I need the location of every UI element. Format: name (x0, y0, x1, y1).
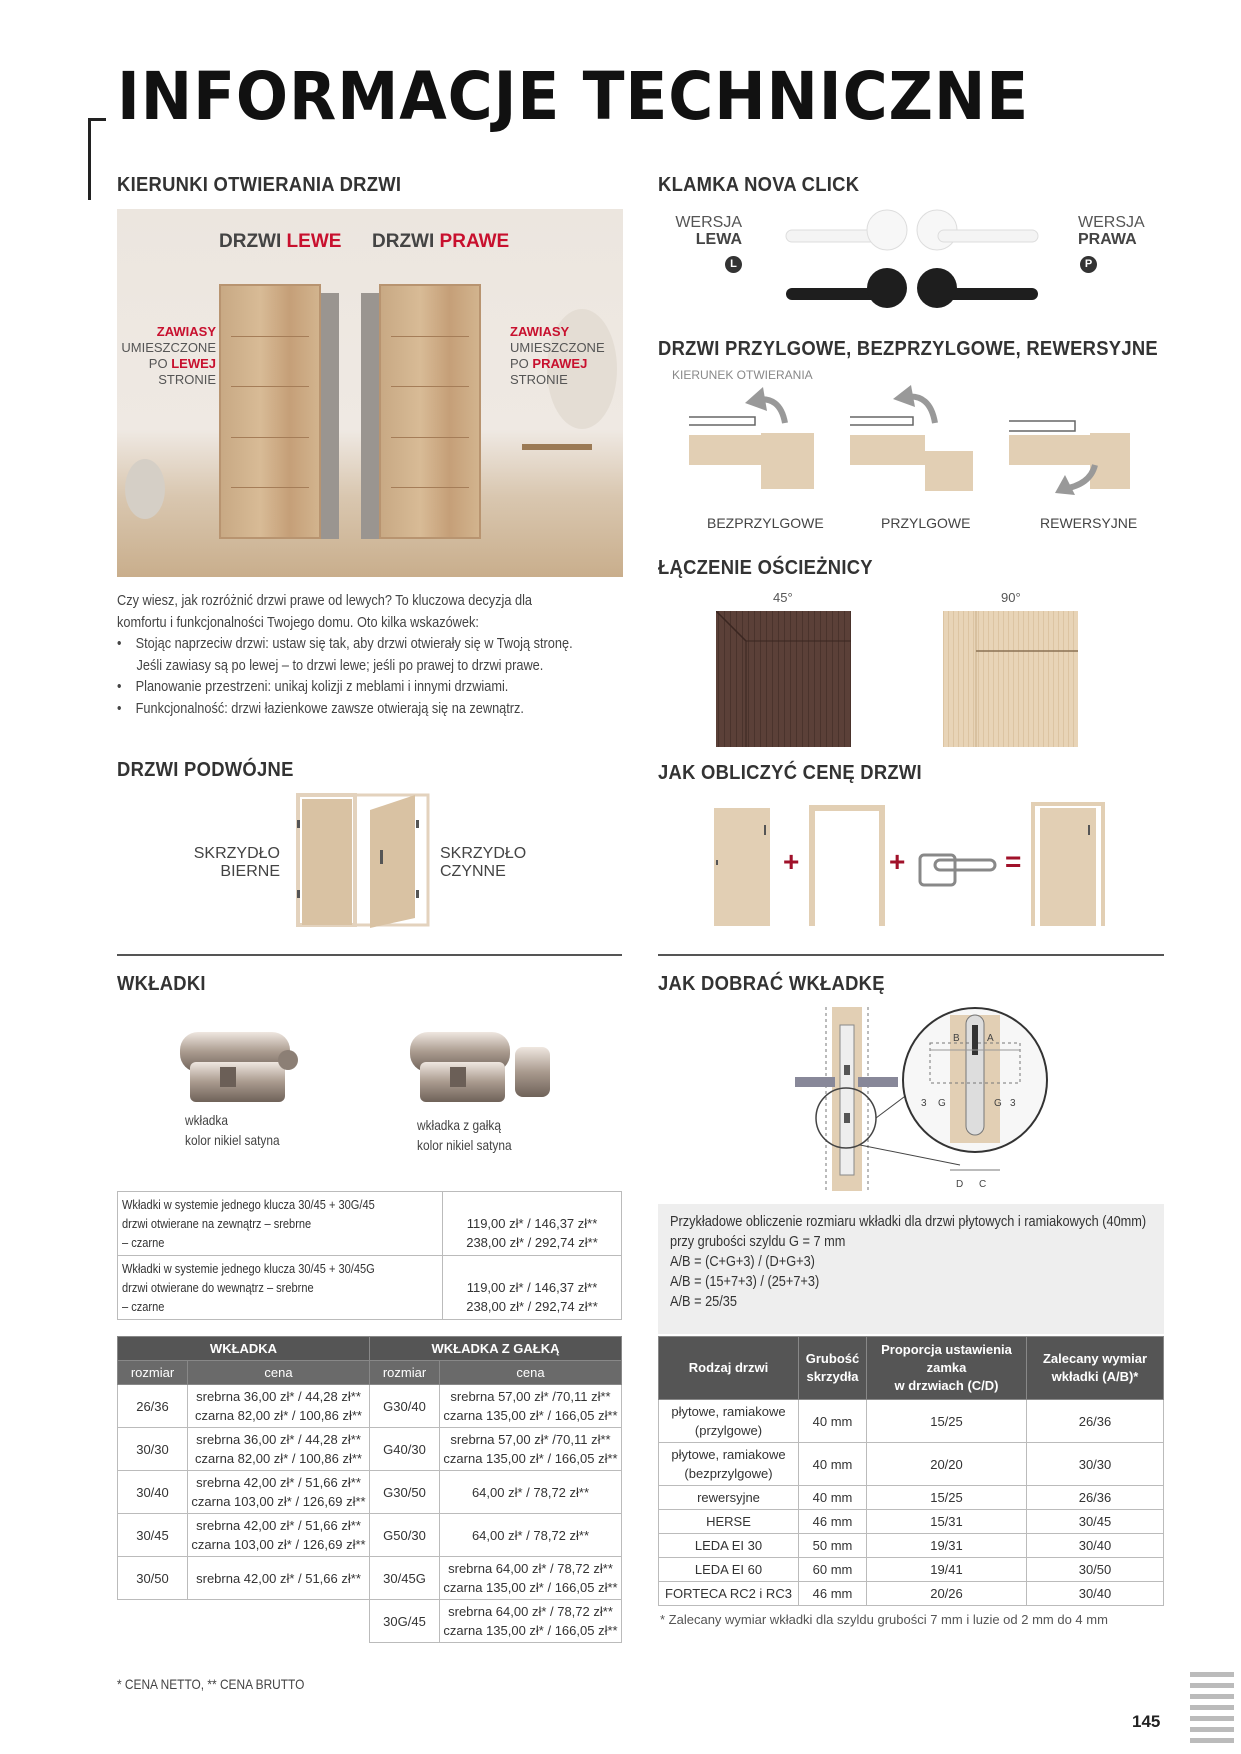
svg-text:G: G (994, 1098, 1002, 1109)
left-door-gap (321, 293, 339, 539)
angle-45-label: 45° (773, 590, 793, 605)
label-rewersyjne: REWERSYJNE (1040, 515, 1138, 531)
plus-sign-1: + (783, 846, 800, 877)
rebate-diagrams (685, 385, 1145, 495)
calc-line-5: A/B = 25/35 (670, 1293, 737, 1310)
insert-fit-diagram (790, 1005, 1050, 1195)
table-row: płytowe, ramiakowe (bezprzylgowe) 40 mm 20/20 30/30 (659, 1443, 1164, 1486)
bullet-1: • Stojąc naprzeciw drzwi: ustaw się tak, aby drzwi otwierały się w Twoją stronę. (117, 635, 573, 652)
calc-line-3: A/B = (C+G+3) / (D+G+3) (670, 1253, 815, 1270)
svg-text:G: G (938, 1098, 946, 1109)
double-heading: DRZWI PODWÓJNE (117, 759, 294, 781)
bullet-3: • Funkcjonalność: drzwi łazienkowe zawsze otwierają się na zewnątrz. (117, 699, 524, 717)
choose-heading: JAK DOBRAĆ WKŁADKĘ (658, 973, 885, 995)
title-corner-bracket (88, 118, 106, 200)
calc-line-1: Przykładowe obliczenie rozmiaru wkładki dla drzwi płytowych i ramiakowych (40mm) (670, 1213, 1147, 1230)
angle-90-label: 90° (1001, 590, 1021, 605)
svg-text:B: B (953, 1033, 960, 1044)
header-proportion: Proporcja ustawienia zamka w drzwiach (C/D) (867, 1337, 1027, 1400)
table-row: 30/45 srebrna 42,00 zł* / 51,66 zł** czarna 103,00 zł* / 126,69 zł** G50/30 64,00 zł* / 78,72 zł** (118, 1514, 622, 1557)
col-price-a: cena (188, 1361, 370, 1385)
header-recommended: Zalecany wymiar wkładki (A/B)* (1027, 1337, 1164, 1400)
opening-heading: KIERUNKI OTWIERANIA DRZWI (117, 174, 402, 196)
header-thickness: Grubość skrzydła (799, 1337, 867, 1400)
price-heading: JAK OBLICZYĆ CENĘ DRZWI (658, 762, 922, 784)
handle-right-label: WERSJA PRAWA (1078, 214, 1145, 248)
svg-text:A: A (987, 1033, 994, 1044)
group-a-header: WKŁADKA (118, 1337, 370, 1361)
plant-left (125, 459, 165, 519)
table-row: FORTECA RC2 i RC3 46 mm 20/26 30/40 (659, 1582, 1164, 1606)
door-frame-icon (812, 808, 882, 926)
col-price-b: cena (440, 1361, 622, 1385)
calc-line-4: A/B = (15+7+3) / (25+7+3) (670, 1273, 820, 1290)
price-equation-diagram (710, 800, 1110, 930)
svg-text:3: 3 (921, 1098, 927, 1109)
cylinder-insert-caption: wkładka kolor nikiel satyna (185, 1112, 280, 1148)
header-door-type: Rodzaj drzwi (659, 1337, 799, 1400)
calculation-box (658, 1204, 1164, 1334)
opening-text (117, 590, 653, 719)
svg-text:D: D (956, 1179, 964, 1190)
plus-sign-2: + (889, 846, 906, 877)
label-bezprzylgowe: BEZPRZYLGOWE (707, 515, 824, 531)
intro-line-2: komfortu i funkcjonalności Twojego domu. Oto kilka wskazówek: (117, 613, 479, 631)
handle-images (782, 204, 1042, 314)
handle-left-label: WERSJA LEWA (675, 214, 742, 248)
table-row: LEDA EI 60 60 mm 19/41 30/50 (659, 1558, 1164, 1582)
rewersyjne-diagram (1009, 421, 1130, 495)
group-b-header: WKŁADKA Z GAŁKĄ (370, 1337, 622, 1361)
left-door-label: DRZWI LEWE (219, 231, 342, 252)
label-przylgowe: PRZYLGOWE (881, 515, 971, 531)
table-row: rewersyjne 40 mm 15/25 26/36 (659, 1486, 1164, 1510)
double-door-diagram (290, 790, 430, 930)
svg-text:3: 3 (1010, 1098, 1016, 1109)
hinges-right-note: ZAWIASY UMIESZCZONE PO PRAWEJ STRONIE (510, 324, 605, 387)
bullet-2: • Planowanie przestrzeni: unikaj kolizji z meblami i innymi drzwiami. (117, 678, 509, 695)
right-door-label: DRZWI PRAWE (372, 231, 510, 252)
page-title: INFORMACJE TECHNICZNE (117, 58, 1030, 135)
table-row: 30/30 srebrna 36,00 zł* / 44,28 zł** czarna 82,00 zł* / 100,86 zł** G40/30 srebrna 57,00 zł* /70,11 zł** czarna 135,00 zł* / 166,05 zł** (118, 1428, 622, 1471)
right-version-badge: P (1080, 256, 1097, 273)
handle-heading: KLAMKA NOVA CLICK (658, 174, 860, 196)
frame-joint-images (716, 611, 1086, 747)
left-door-image (219, 284, 321, 539)
system-row-2: Wkładki w systemie jednego klucza 30/45 + 30/45G drzwi otwierane do wewnątrz – srebrne – czarne 119,00 zł* / 146,37 zł** 238,00 zł* / 292,74 zł** (118, 1256, 622, 1320)
page-number: 145 (1132, 1712, 1161, 1731)
knob-insert-caption: wkładka z gałką kolor nikiel satyna (417, 1117, 512, 1153)
table-top (522, 444, 592, 450)
equals-sign: = (1005, 846, 1022, 877)
hinges-left-note: ZAWIASY UMIESZCZONE PO LEWEJ STRONIE (121, 324, 216, 387)
opening-photo (117, 209, 623, 577)
table-row: HERSE 46 mm 15/31 30/45 (659, 1510, 1164, 1534)
footnote: * CENA NETTO, ** CENA BRUTTO (117, 1676, 305, 1692)
door-insert-table (658, 1336, 1164, 1606)
page-stripes (1190, 1672, 1234, 1749)
door-leaf-icon (714, 808, 770, 926)
svg-text:C: C (979, 1179, 987, 1190)
przylgowe-diagram (850, 385, 973, 491)
bezprzylgowe-diagram (689, 387, 814, 489)
left-version-badge: L (725, 256, 742, 273)
passive-leaf-label: SKRZYDŁO BIERNE (193, 845, 280, 880)
cylinder-insert-image (170, 1022, 310, 1117)
table-note: * Zalecany wymiar wkładki dla szyldu grubości 7 mm i luzie od 2 mm do 4 mm (660, 1612, 1108, 1627)
active-leaf-label: SKRZYDŁO CZYNNE (440, 845, 527, 880)
table-row: 26/36 srebrna 36,00 zł* / 44,28 zł** czarna 82,00 zł* / 100,86 zł** G30/40 srebrna 57,00 zł* /70,11 zł** czarna 135,00 zł* / 166,05 zł** (118, 1385, 622, 1428)
rebate-heading: DRZWI PRZYLGOWE, BEZPRZYLGOWE, REWERSYJNE (658, 338, 1158, 360)
knob-insert-image (405, 1022, 565, 1117)
inserts-heading: WKŁADKI (117, 973, 206, 995)
table-row: 30/50 srebrna 42,00 zł* / 51,66 zł** 30/45G srebrna 64,00 zł* / 78,72 zł** czarna 135,00 zł* / 166,05 zł** (118, 1557, 622, 1600)
table-row: LEDA EI 30 50 mm 19/31 30/40 (659, 1534, 1164, 1558)
right-door-gap (361, 293, 379, 539)
intro-line-1: Czy wiesz, jak rozróżnić drzwi prawe od lewych? To kluczowa decyzja dla (117, 592, 533, 609)
col-size-a: rozmiar (118, 1361, 188, 1385)
calc-line-2: przy grubości szyldu G = 7 mm (670, 1233, 846, 1250)
system-row-1: Wkładki w systemie jednego klucza 30/45 + 30G/45 drzwi otwierane na zewnątrz – srebrne – czarne 119,00 zł* / 146,37 zł** 238,00 zł* / 292,74 zł** (118, 1192, 622, 1256)
left-divider (117, 954, 622, 956)
system-price-table (117, 1191, 622, 1320)
complete-door-icon (1040, 808, 1096, 926)
bullet-1-cont: Jeśli zawiasy są po lewej – to drzwi lewe; jeśli po prawej to drzwi prawe. (136, 656, 544, 674)
right-divider (658, 954, 1164, 956)
handle-icon (920, 855, 995, 885)
col-size-b: rozmiar (370, 1361, 440, 1385)
frame-heading: ŁĄCZENIE OŚCIEŻNICY (658, 557, 873, 579)
table-row: 30G/45 srebrna 64,00 zł* / 78,72 zł** czarna 135,00 zł* / 166,05 zł** (118, 1600, 622, 1643)
right-door-image (379, 284, 481, 539)
opening-direction-label: KIERUNEK OTWIERANIA (672, 368, 813, 382)
table-row: 30/40 srebrna 42,00 zł* / 51,66 zł** czarna 103,00 zł* / 126,69 zł** G30/50 64,00 zł* / 78,72 zł** (118, 1471, 622, 1514)
inserts-table (117, 1336, 622, 1643)
table-row: płytowe, ramiakowe (przylgowe) 40 mm 15/25 26/36 (659, 1400, 1164, 1443)
